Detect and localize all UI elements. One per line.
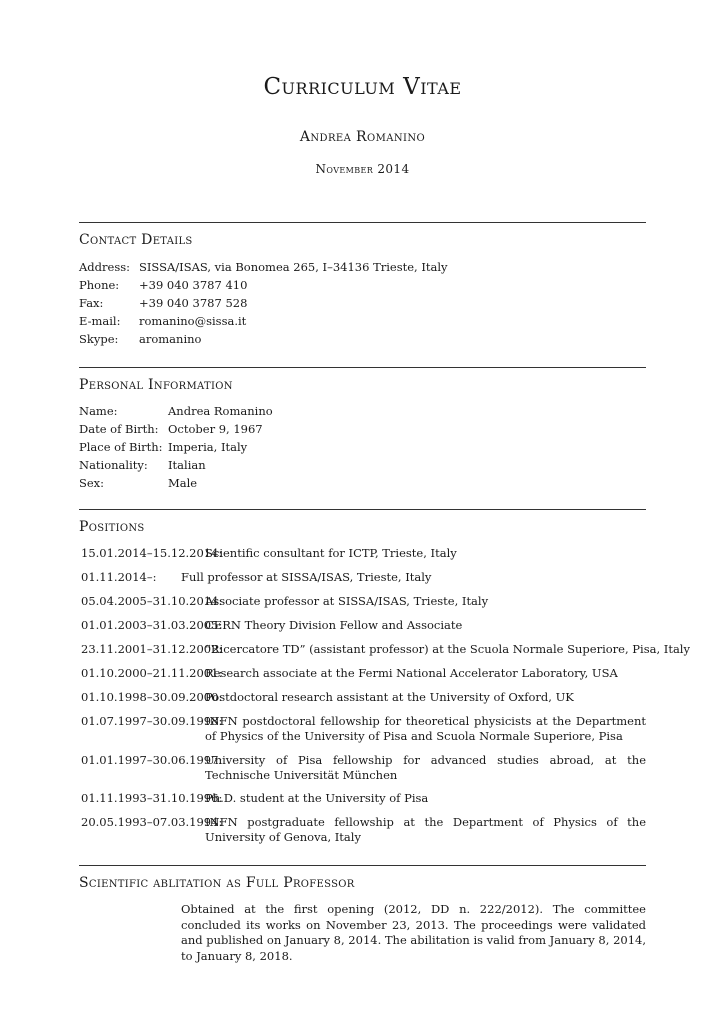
section-divider [79,865,646,866]
position-dates: 05.04.2005–31.10.2014: [81,594,223,608]
position-text: Research associate at the Fermi National Accelerator Laboratory, USA [205,666,618,680]
position-dates: 15.01.2014–15.12.2014: [81,546,223,560]
personal-value: Italian [168,458,206,472]
position-text: Full professor at SISSA/ISAS, Trieste, Italy [181,570,432,584]
contact-row-email [79,312,246,330]
contact-label: Phone: [79,278,120,292]
contact-label: Skype: [79,332,119,346]
personal-row-dob [79,420,263,438]
personal-value: Andrea Romanino [168,404,273,418]
position-text: Associate professor at SISSA/ISAS, Trieste, Italy [205,594,489,608]
personal-label: Place of Birth: [79,440,163,454]
position-text: INFN postgraduate fellowship at the Department of Physics of the University of Genova, Italy [205,815,646,844]
contact-label: Fax: [79,296,104,310]
position-text: Scientific consultant for ICTP, Trieste, Italy [205,546,457,560]
ablitation-heading: Scientific ablitation as Full Professor [79,875,355,891]
personal-label: Date of Birth: [79,422,159,436]
position-dates: 20.05.1993–07.03.1994: [81,815,223,829]
contact-row-skype [79,330,201,348]
contact-value: +39 040 3787 528 [139,296,248,310]
document-title: Curriculum Vitae [263,74,462,100]
section-divider [79,367,646,368]
position-text: University of Pisa fellowship for advanced studies abroad, at the Technische Universität München [205,753,646,782]
author-name: Andrea Romanino [299,129,426,145]
personal-row-pob [79,438,247,456]
position-dates: 01.10.1998–30.09.2000: [81,690,223,704]
position-text: Ph.D. student at the University of Pisa [205,791,429,805]
position-text: Postdoctoral research assistant at the University of Oxford, UK [205,690,574,704]
contact-value: aromanino [139,332,202,346]
email-link[interactable]: romanino@sissa.it [139,314,247,328]
contact-row-phone [79,276,247,294]
position-text: CERN Theory Division Fellow and Associate [205,618,463,632]
section-divider [79,509,646,510]
position-dates: 01.01.1997–30.06.1997: [81,753,223,767]
contact-row-address [79,258,448,276]
contact-value: +39 040 3787 410 [139,278,248,292]
document-date: November 2014 [315,162,410,176]
section-divider [79,222,646,223]
position-dates: 01.10.2000–21.11.2001: [81,666,223,680]
contact-heading: Contact Details [79,232,193,248]
personal-label: Name: [79,404,118,418]
position-text: INFN postdoctoral fellowship for theoretical physicists at the Department of Physics of the University of Pisa and Scuola Normale Superiore, Pisa [205,714,646,743]
position-dates: 01.07.1997–30.09.1998: [81,714,223,728]
position-dates: 01.01.2003–31.03.2005: [81,618,223,632]
contact-label: E-mail: [79,314,121,328]
contact-value: SISSA/ISAS, via Bonomea 265, I–34136 Trieste, Italy [139,260,448,274]
personal-row-nationality [79,456,206,474]
personal-value: Imperia, Italy [168,440,248,454]
personal-label: Nationality: [79,458,148,472]
position-dates: 01.11.1993–31.10.1996: [81,791,223,805]
ablitation-text: Obtained at the first opening (2012, DD n. 222/2012). The committee concluded its works on November 23, 2013. The proceedings were validated and published on January 8, 2014. The abilitation is valid from January 8, 2014, to January 8, 2018. [181,902,646,963]
positions-heading: Positions [79,519,145,535]
personal-row-name [79,402,273,420]
personal-heading: Personal Information [79,377,233,393]
personal-value: Male [168,476,198,490]
position-dates: 01.11.2014–: [81,570,157,584]
position-dates: 23.11.2001–31.12.2002: [81,642,223,656]
contact-row-fax [79,294,247,312]
position-text: “Ricercatore TD” (assistant professor) at the Scuola Normale Superiore, Pisa, Italy [205,642,690,656]
personal-row-sex [79,474,197,492]
personal-label: Sex: [79,476,105,490]
contact-label: Address: [79,260,131,274]
personal-value: October 9, 1967 [168,422,263,436]
